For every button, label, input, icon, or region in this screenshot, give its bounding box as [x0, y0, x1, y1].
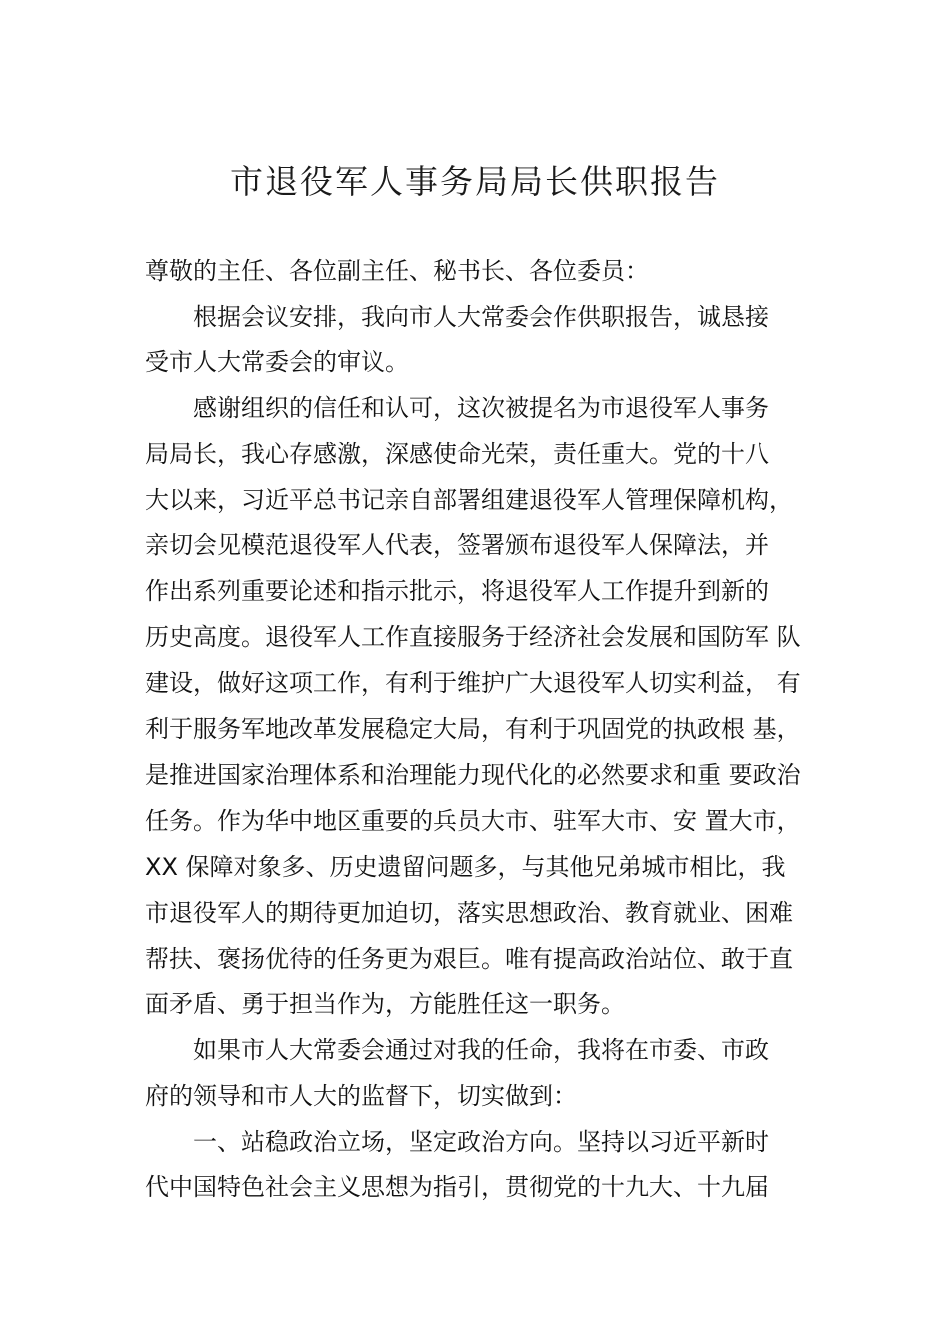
body-line: 面矛盾、勇于担当作为，方能胜任这一职务。	[145, 990, 625, 1018]
body-line: 利于服务军地改革发展稳定大局，有利于巩固党的执政根 基，	[145, 715, 801, 743]
salutation-line: 尊敬的主任、各位副主任、秘书长、各位委员：	[145, 257, 649, 285]
body-line: 代中国特色社会主义思想为指引，贯彻党的十九大、十九届	[145, 1173, 769, 1201]
body-line: 作出系列重要论述和指示批示，将退役军人工作提升到新的	[145, 577, 769, 605]
body-line: 亲切会见模范退役军人代表，签署颁布退役军人保障法，并	[145, 531, 769, 559]
body-line: XX 保障对象多、历史遗留问题多，与其他兄弟城市相比，我	[145, 853, 786, 881]
body-line: 感谢组织的信任和认可，这次被提名为市退役军人事务	[193, 394, 769, 422]
body-line: 帮扶、褒扬优待的任务更为艰巨。唯有提高政治站位、敢于直	[145, 945, 793, 973]
body-line: 根据会议安排，我向市人大常委会作供职报告，诚恳接	[193, 303, 769, 331]
body-line: 大以来，习近平总书记亲自部署组建退役军人管理保障机构，	[145, 486, 793, 514]
body-line: 历史高度。退役军人工作直接服务于经济社会发展和国防军 队	[145, 623, 801, 651]
body-line: 府的领导和市人大的监督下，切实做到：	[145, 1082, 577, 1110]
body-line: 受市人大常委会的审议。	[145, 348, 409, 376]
body-line: 任务。作为华中地区重要的兵员大市、驻军大市、安 置大市，	[145, 807, 801, 835]
body-line: 是推进国家治理体系和治理能力现代化的必然要求和重 要政治	[145, 761, 801, 789]
body-line: 建设，做好这项工作，有利于维护广大退役军人切实利益， 有	[145, 669, 801, 697]
body-line: 如果市人大常委会通过对我的任命，我将在市委、市政	[193, 1036, 769, 1064]
section-heading-line: 一、站稳政治立场，坚定政治方向。坚持以习近平新时	[193, 1128, 769, 1156]
body-line: 市退役军人的期待更加迫切，落实思想政治、教育就业、困难	[145, 899, 793, 927]
document-title: 市退役军人事务局局长供职报告	[230, 162, 720, 201]
body-line: 局局长，我心存感激，深感使命光荣，责任重大。党的十八	[145, 440, 769, 468]
